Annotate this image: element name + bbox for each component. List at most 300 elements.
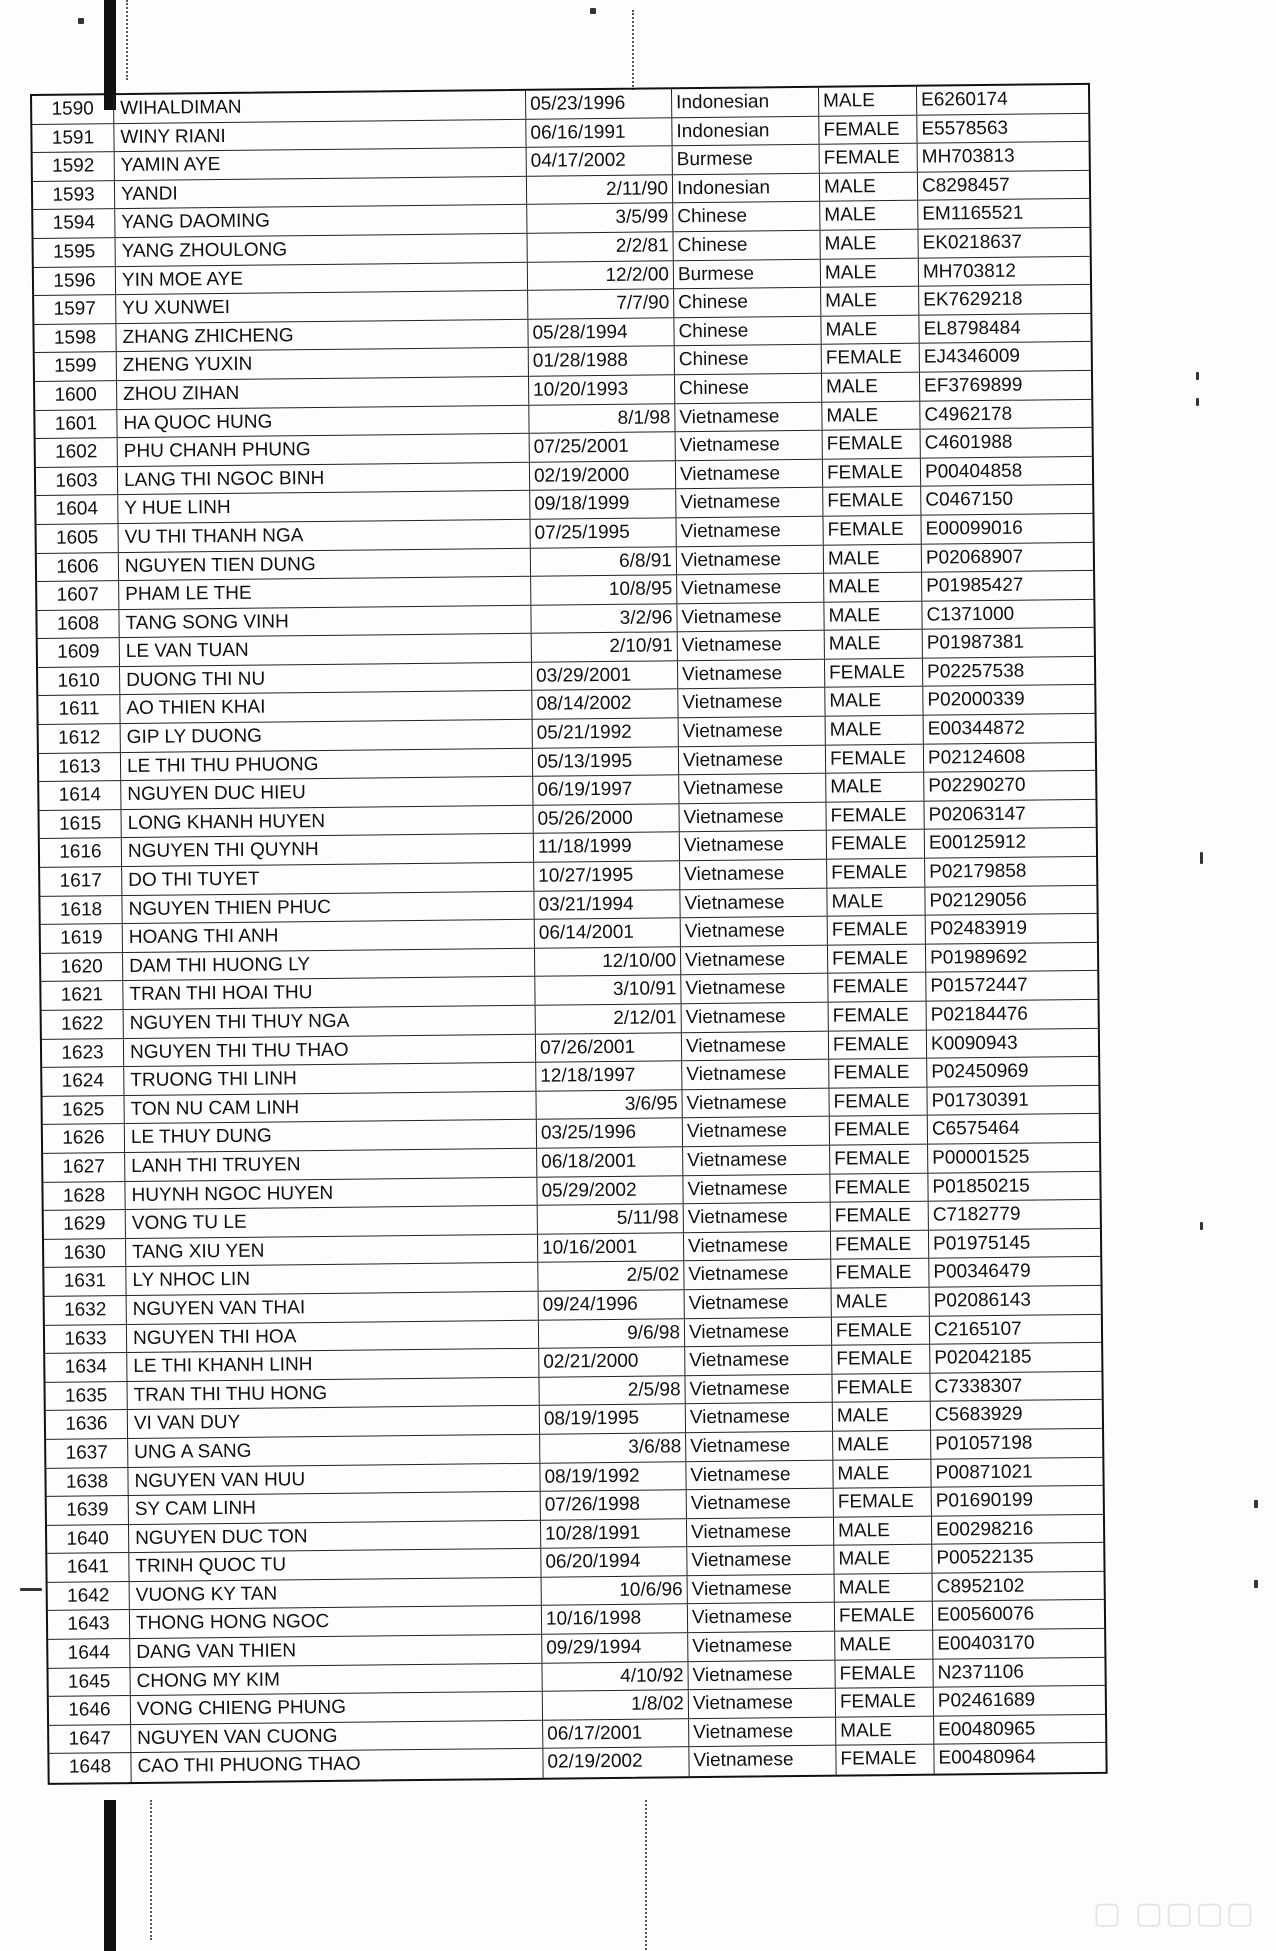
passport-number-cell: P02042185	[934, 1346, 1032, 1369]
name-cell: NGUYEN THI QUYNH	[122, 834, 534, 866]
row-number: 1634	[45, 1353, 127, 1381]
nationality-cell: Vietnamese	[689, 1717, 836, 1746]
row-number: 1596	[34, 267, 116, 295]
nationality-cell: Indonesian	[673, 174, 820, 203]
row-number: 1619	[41, 924, 123, 952]
date-of-birth-cell: 5/11/98	[538, 1204, 684, 1233]
nationality-cell: Vietnamese	[684, 1203, 831, 1232]
date-of-birth-cell: 10/6/96	[542, 1576, 688, 1605]
nationality-cell: Vietnamese	[681, 917, 828, 946]
date-of-birth-cell: 02/19/2000	[530, 461, 676, 490]
passport-number-cell: P02461689	[937, 1689, 1036, 1712]
sex-cell: MALE	[834, 1516, 932, 1545]
nationality-cell: Vietnamese	[680, 888, 827, 917]
name-cell: Y HUE LINH	[118, 491, 530, 523]
sex-cell: FEMALE	[832, 1373, 930, 1402]
watermark-logo: ▢ ▢▢▢▢	[1092, 1896, 1256, 1931]
date-of-birth-cell: 05/29/2002	[537, 1176, 683, 1205]
row-number: 1607	[37, 581, 119, 609]
row-number: 1605	[37, 524, 119, 552]
row-number: 1597	[34, 295, 116, 323]
passport-number-cell: E00560076	[936, 1604, 1035, 1627]
name-cell: NGUYEN THI THU THAO	[124, 1034, 536, 1066]
passport-number-cell: P01572447	[930, 975, 1028, 998]
name-cell: VONG TU LE	[126, 1206, 538, 1238]
sex-cell: FEMALE	[823, 516, 921, 545]
passport-number-cell: E00099016	[925, 517, 1023, 540]
passport-number-cell: EF3769899	[923, 374, 1023, 397]
passport-number-cell: P02450969	[931, 1060, 1029, 1083]
row-number: 1639	[47, 1496, 129, 1524]
name-cell: VU THI THANH NGA	[119, 520, 531, 552]
nationality-cell: Vietnamese	[682, 1003, 829, 1032]
passport-number-cell: P01057198	[935, 1432, 1033, 1455]
nationality-cell: Vietnamese	[675, 402, 822, 431]
nationality-cell: Vietnamese	[679, 745, 826, 774]
passport-number-cell: C6575464	[931, 1118, 1020, 1140]
row-number: 1604	[36, 495, 118, 523]
date-of-birth-cell: 4/10/92	[542, 1662, 688, 1691]
passport-number-cell: P02257538	[926, 660, 1025, 683]
row-number: 1636	[46, 1410, 128, 1438]
sex-cell: MALE	[820, 201, 918, 230]
date-of-birth-cell: 2/12/01	[536, 1004, 682, 1033]
date-of-birth-cell: 03/21/1994	[534, 890, 680, 919]
date-of-birth-cell: 05/28/1994	[528, 318, 674, 347]
passport-number-cell: P01987381	[926, 631, 1025, 654]
name-cell: VONG CHIENG PHUNG	[131, 1692, 543, 1724]
name-cell: LONG KHANH HUYEN	[122, 806, 534, 838]
passport-number-cell: C2165107	[933, 1318, 1022, 1341]
speck	[78, 18, 84, 24]
name-cell: HA QUOC HUNG	[117, 405, 529, 437]
name-cell: NGUYEN THIEN PHUC	[122, 891, 534, 923]
speck	[1200, 852, 1203, 864]
date-of-birth-cell: 06/14/2001	[535, 918, 681, 947]
sex-cell: FEMALE	[829, 1059, 927, 1088]
date-of-birth-cell: 06/16/1991	[526, 118, 672, 147]
name-cell: THONG HONG NGOC	[130, 1606, 542, 1638]
name-cell: UNG A SANG	[128, 1435, 540, 1467]
sex-cell: FEMALE	[822, 344, 920, 373]
date-of-birth-cell: 02/19/2002	[543, 1748, 689, 1778]
nationality-cell: Vietnamese	[677, 602, 824, 631]
nationality-cell: Vietnamese	[676, 488, 823, 517]
passport-number-cell: P02129056	[929, 889, 1027, 912]
row-number: 1618	[40, 896, 122, 924]
row-number: 1631	[44, 1267, 126, 1295]
sex-cell: FEMALE	[831, 1202, 929, 1231]
nationality-cell: Vietnamese	[683, 1174, 830, 1203]
name-cell: VI VAN DUY	[128, 1406, 540, 1438]
nationality-cell: Vietnamese	[688, 1603, 835, 1632]
row-number: 1632	[45, 1296, 127, 1324]
perforation-bottom-center	[645, 1800, 649, 1950]
passport-number-cell: P02000339	[927, 689, 1025, 712]
row-number: 1644	[48, 1639, 130, 1667]
nationality-cell: Chinese	[673, 202, 820, 231]
row-number: 1623	[42, 1039, 124, 1067]
speck	[1254, 1580, 1258, 1588]
row-number: 1648	[49, 1753, 131, 1782]
name-cell: HOANG THI ANH	[123, 920, 535, 952]
date-of-birth-cell: 3/2/96	[531, 604, 677, 633]
nationality-cell: Chinese	[674, 288, 821, 317]
nationality-cell: Burmese	[674, 259, 821, 288]
name-cell: DUONG THI NU	[120, 663, 532, 695]
row-number: 1614	[39, 781, 121, 809]
name-cell: YAMIN AYE	[115, 148, 527, 180]
row-number: 1626	[43, 1124, 125, 1152]
nationality-cell: Vietnamese	[676, 459, 823, 488]
sex-cell: MALE	[825, 687, 923, 716]
row-number: 1602	[36, 438, 118, 466]
passport-number-cell: C8298457	[921, 174, 1010, 197]
date-of-birth-cell: 9/6/98	[539, 1319, 685, 1348]
nationality-cell: Vietnamese	[686, 1403, 833, 1432]
row-number: 1622	[42, 1010, 124, 1038]
passport-number-cell: E00344872	[927, 717, 1026, 740]
name-cell: NGUYEN VAN CUONG	[131, 1721, 543, 1753]
name-cell: DAM THI HUONG LY	[123, 949, 535, 981]
sex-cell: MALE	[834, 1545, 932, 1574]
sex-cell: MALE	[822, 373, 920, 402]
passport-number-cell: P02124608	[927, 746, 1026, 769]
date-of-birth-cell: 05/13/1995	[533, 747, 679, 776]
passport-number-cell: EK0218637	[922, 231, 1023, 254]
nationality-cell: Vietnamese	[681, 946, 828, 975]
date-of-birth-cell: 03/25/1996	[537, 1119, 683, 1148]
name-cell: NGUYEN DUC TON	[129, 1520, 541, 1552]
nationality-cell: Vietnamese	[677, 574, 824, 603]
row-number: 1624	[42, 1067, 124, 1095]
row-number: 1601	[35, 410, 117, 438]
passport-number-cell: P02184476	[930, 1003, 1029, 1026]
date-of-birth-cell: 10/16/2001	[538, 1233, 684, 1262]
name-cell: DO THI TUYET	[122, 863, 534, 895]
sex-cell: MALE	[820, 172, 918, 201]
nationality-cell: Vietnamese	[688, 1632, 835, 1661]
sex-cell: FEMALE	[831, 1230, 929, 1259]
passport-number-cell: E00480965	[938, 1718, 1036, 1741]
date-of-birth-cell: 7/7/90	[528, 289, 674, 318]
passport-number-cell: P02290270	[928, 774, 1026, 797]
name-cell: TANG SONG VINH	[119, 605, 531, 637]
nationality-cell: Indonesian	[672, 88, 819, 117]
date-of-birth-cell: 07/25/1995	[530, 518, 676, 547]
nationality-cell: Burmese	[673, 145, 820, 174]
sex-cell: FEMALE	[826, 744, 924, 773]
nationality-cell: Vietnamese	[682, 1060, 829, 1089]
passport-number-cell: C1371000	[926, 603, 1015, 626]
nationality-cell: Vietnamese	[685, 1317, 832, 1346]
sex-cell: FEMALE	[831, 1259, 929, 1288]
date-of-birth-cell: 3/10/91	[535, 976, 681, 1005]
row-number: 1598	[34, 324, 116, 352]
row-number: 1637	[46, 1439, 128, 1467]
passport-number-cell: E5578563	[921, 117, 1009, 140]
sex-cell: MALE	[821, 315, 919, 344]
sex-cell: MALE	[821, 258, 919, 287]
name-cell: TON NU CAM LINH	[124, 1092, 536, 1124]
nationality-cell: Vietnamese	[686, 1460, 833, 1489]
sex-cell: FEMALE	[820, 144, 918, 173]
sex-cell: MALE	[835, 1574, 933, 1603]
nationality-cell: Vietnamese	[689, 1746, 836, 1776]
nationality-cell: Chinese	[673, 231, 820, 260]
name-cell: NGUYEN TIEN DUNG	[119, 548, 531, 580]
nationality-cell: Vietnamese	[687, 1517, 834, 1546]
date-of-birth-cell: 05/21/1992	[533, 718, 679, 747]
passport-number-cell: EL8798484	[923, 317, 1021, 340]
date-of-birth-cell: 05/26/2000	[533, 804, 679, 833]
passport-number-cell: P01989692	[929, 946, 1028, 969]
sex-cell: FEMALE	[827, 830, 925, 859]
name-cell: TRAN THI THU HONG	[127, 1377, 539, 1409]
passport-number-cell: P00346479	[933, 1260, 1031, 1283]
speck	[1196, 372, 1199, 380]
passport-number-cell: C4601988	[924, 431, 1013, 454]
date-of-birth-cell: 04/17/2002	[527, 146, 673, 175]
name-cell: LY NHOC LIN	[126, 1263, 538, 1295]
nationality-cell: Vietnamese	[680, 831, 827, 860]
sex-cell: FEMALE	[828, 973, 926, 1002]
row-number: 1612	[39, 724, 121, 752]
sex-cell: MALE	[836, 1716, 934, 1745]
date-of-birth-cell: 07/26/1998	[541, 1490, 687, 1519]
row-number: 1647	[49, 1725, 131, 1753]
passport-number-cell: P02086143	[933, 1289, 1032, 1312]
passport-number-cell: P01850215	[932, 1175, 1030, 1198]
name-cell: YU XUNWEI	[116, 291, 528, 323]
nationality-cell: Vietnamese	[679, 803, 826, 832]
row-number: 1627	[43, 1153, 125, 1181]
speck	[1200, 1222, 1203, 1230]
passport-number-cell: P02483919	[929, 917, 1028, 940]
speck	[1254, 1500, 1258, 1508]
date-of-birth-cell: 2/11/90	[527, 175, 673, 204]
nationality-cell: Indonesian	[672, 116, 819, 145]
nationality-cell: Vietnamese	[680, 860, 827, 889]
passenger-list-table	[30, 83, 1108, 1785]
passport-number-cell: C8952102	[936, 1575, 1025, 1598]
row-number: 1628	[43, 1182, 125, 1210]
name-cell: ZHANG ZHICHENG	[116, 320, 528, 352]
sex-cell: MALE	[833, 1402, 931, 1431]
perforation-bottom-left	[150, 1800, 154, 1940]
name-cell: NGUYEN VAN HUU	[128, 1463, 540, 1495]
row-number: 1640	[47, 1525, 129, 1553]
passport-number-cell: P01730391	[931, 1089, 1029, 1112]
nationality-cell: Chinese	[675, 374, 822, 403]
nationality-cell: Vietnamese	[686, 1432, 833, 1461]
passport-number-cell: C5683929	[934, 1403, 1023, 1426]
name-cell: WINY RIANI	[114, 119, 526, 151]
nationality-cell: Vietnamese	[676, 431, 823, 460]
passport-number-cell: E00125912	[928, 832, 1027, 855]
passport-number-cell: N2371106	[937, 1661, 1024, 1684]
name-cell: TRINH QUOC TU	[129, 1549, 541, 1581]
name-cell: LE THI KHANH LINH	[127, 1349, 539, 1381]
date-of-birth-cell: 05/23/1996	[526, 89, 672, 118]
sex-cell: FEMALE	[823, 458, 921, 487]
passport-number-cell: P00001525	[932, 1146, 1030, 1169]
row-number: 1642	[48, 1582, 130, 1610]
row-number: 1611	[38, 696, 120, 724]
row-number: 1645	[48, 1668, 130, 1696]
nationality-cell: Chinese	[675, 345, 822, 374]
date-of-birth-cell: 10/27/1995	[534, 861, 680, 890]
date-of-birth-cell: 10/20/1993	[529, 375, 675, 404]
row-number: 1616	[40, 839, 122, 867]
name-cell: YANG DAOMING	[115, 205, 527, 237]
passport-number-cell: MH703813	[921, 145, 1015, 168]
passport-number-cell: P01975145	[932, 1232, 1031, 1255]
passport-number-cell: E6260174	[921, 88, 1008, 111]
date-of-birth-cell: 11/18/1999	[534, 833, 680, 862]
date-of-birth-cell: 07/26/2001	[536, 1033, 682, 1062]
name-cell: ZHOU ZIHAN	[117, 377, 529, 409]
name-cell: TRAN THI HOAI THU	[123, 977, 535, 1009]
sex-cell: MALE	[835, 1631, 933, 1660]
name-cell: SY CAM LINH	[129, 1492, 541, 1524]
date-of-birth-cell: 08/14/2002	[532, 690, 678, 719]
sex-cell: FEMALE	[829, 1030, 927, 1059]
row-number: 1594	[33, 209, 115, 237]
row-number: 1643	[48, 1611, 130, 1639]
row-number: 1592	[33, 152, 115, 180]
row-number: 1590	[32, 95, 114, 123]
sex-cell: MALE	[827, 887, 925, 916]
row-number: 1621	[41, 981, 123, 1009]
passport-number-cell: E00298216	[935, 1518, 1034, 1541]
nationality-cell: Chinese	[674, 316, 821, 345]
row-number: 1610	[38, 667, 120, 695]
row-number: 1609	[38, 638, 120, 666]
row-number: 1617	[40, 867, 122, 895]
nationality-cell: Vietnamese	[688, 1575, 835, 1604]
passport-number-cell: P02068907	[925, 546, 1024, 569]
date-of-birth-cell: 2/10/91	[532, 633, 678, 662]
row-number: 1620	[41, 953, 123, 981]
row-number: 1606	[37, 553, 119, 581]
sex-cell: FEMALE	[832, 1345, 930, 1374]
row-number: 1646	[49, 1696, 131, 1724]
name-cell: YIN MOE AYE	[116, 262, 528, 294]
passport-number-cell: C7338307	[934, 1375, 1023, 1398]
row-number: 1593	[33, 181, 115, 209]
row-number: 1633	[45, 1325, 127, 1353]
nationality-cell: Vietnamese	[679, 717, 826, 746]
name-cell: YANG ZHOULONG	[116, 234, 528, 266]
nationality-cell: Vietnamese	[678, 688, 825, 717]
speck	[590, 8, 596, 14]
speck	[1196, 398, 1199, 406]
passport-number-cell: EJ4346009	[923, 345, 1021, 368]
name-cell: DANG VAN THIEN	[130, 1635, 542, 1667]
row-number: 1635	[45, 1382, 127, 1410]
date-of-birth-cell: 12/10/00	[535, 947, 681, 976]
date-of-birth-cell: 2/5/02	[538, 1262, 684, 1291]
nationality-cell: Vietnamese	[679, 774, 826, 803]
date-of-birth-cell: 6/8/91	[531, 547, 677, 576]
perforation-top-left	[126, 0, 130, 80]
sex-cell: FEMALE	[819, 115, 917, 144]
sex-cell: MALE	[820, 230, 918, 259]
sex-cell: FEMALE	[832, 1316, 930, 1345]
name-cell: PHU CHANH PHUNG	[118, 434, 530, 466]
name-cell: LANG THI NGOC BINH	[118, 463, 530, 495]
nationality-cell: Vietnamese	[683, 1117, 830, 1146]
sex-cell: FEMALE	[836, 1688, 934, 1717]
row-number: 1641	[47, 1553, 129, 1581]
row-number: 1625	[43, 1096, 125, 1124]
date-of-birth-cell: 06/19/1997	[533, 775, 679, 804]
date-of-birth-cell: 3/6/88	[540, 1433, 686, 1462]
sex-cell: MALE	[825, 630, 923, 659]
sex-cell: FEMALE	[835, 1659, 933, 1688]
passport-number-cell: P02179858	[929, 860, 1027, 883]
sex-cell: MALE	[819, 87, 917, 116]
sex-cell: FEMALE	[823, 487, 921, 516]
date-of-birth-cell: 12/2/00	[528, 261, 674, 290]
sex-cell: FEMALE	[827, 859, 925, 888]
passport-number-cell: E00403170	[937, 1632, 1035, 1655]
perforation-top-center	[632, 10, 636, 90]
sex-cell: FEMALE	[823, 430, 921, 459]
sex-cell: FEMALE	[826, 802, 924, 831]
name-cell: TRUONG THI LINH	[124, 1063, 536, 1095]
date-of-birth-cell: 07/25/2001	[530, 432, 676, 461]
name-cell: CAO THI PHUONG THAO	[131, 1749, 543, 1782]
sex-cell: MALE	[824, 601, 922, 630]
name-cell: LE THI THU PHUONG	[121, 748, 533, 780]
passport-number-cell: MH703812	[922, 260, 1016, 283]
row-number: 1603	[36, 467, 118, 495]
name-cell: YANDI	[115, 177, 527, 209]
sex-cell: FEMALE	[836, 1745, 934, 1775]
date-of-birth-cell: 3/5/99	[527, 204, 673, 233]
nationality-cell: Vietnamese	[682, 1088, 829, 1117]
row-number: 1600	[35, 381, 117, 409]
name-cell: VUONG KY TAN	[130, 1578, 542, 1610]
date-of-birth-cell: 3/6/95	[536, 1090, 682, 1119]
date-of-birth-cell: 03/29/2001	[532, 661, 678, 690]
date-of-birth-cell: 10/16/1998	[542, 1605, 688, 1634]
sex-cell: MALE	[826, 716, 924, 745]
passport-number-cell: EK7629218	[923, 288, 1023, 311]
name-cell: PHAM LE THE	[119, 577, 531, 609]
date-of-birth-cell: 09/18/1999	[530, 490, 676, 519]
name-cell: NGUYEN VAN THAI	[127, 1292, 539, 1324]
row-number: 1638	[46, 1468, 128, 1496]
sex-cell: FEMALE	[828, 944, 926, 973]
sex-cell: MALE	[824, 544, 922, 573]
sex-cell: FEMALE	[828, 916, 926, 945]
name-cell: TANG XIU YEN	[126, 1234, 538, 1266]
name-cell: LE VAN TUAN	[120, 634, 532, 666]
binding-mark-bottom	[104, 1800, 116, 1951]
passport-number-cell: P00871021	[935, 1461, 1033, 1484]
nationality-cell: Vietnamese	[689, 1689, 836, 1718]
name-cell: ZHENG YUXIN	[117, 348, 529, 380]
date-of-birth-cell: 2/5/98	[539, 1376, 685, 1405]
nationality-cell: Vietnamese	[685, 1346, 832, 1375]
left-edge-mark	[20, 1588, 42, 1591]
sex-cell: MALE	[832, 1288, 930, 1317]
date-of-birth-cell: 8/1/98	[529, 404, 675, 433]
sex-cell: MALE	[822, 401, 920, 430]
